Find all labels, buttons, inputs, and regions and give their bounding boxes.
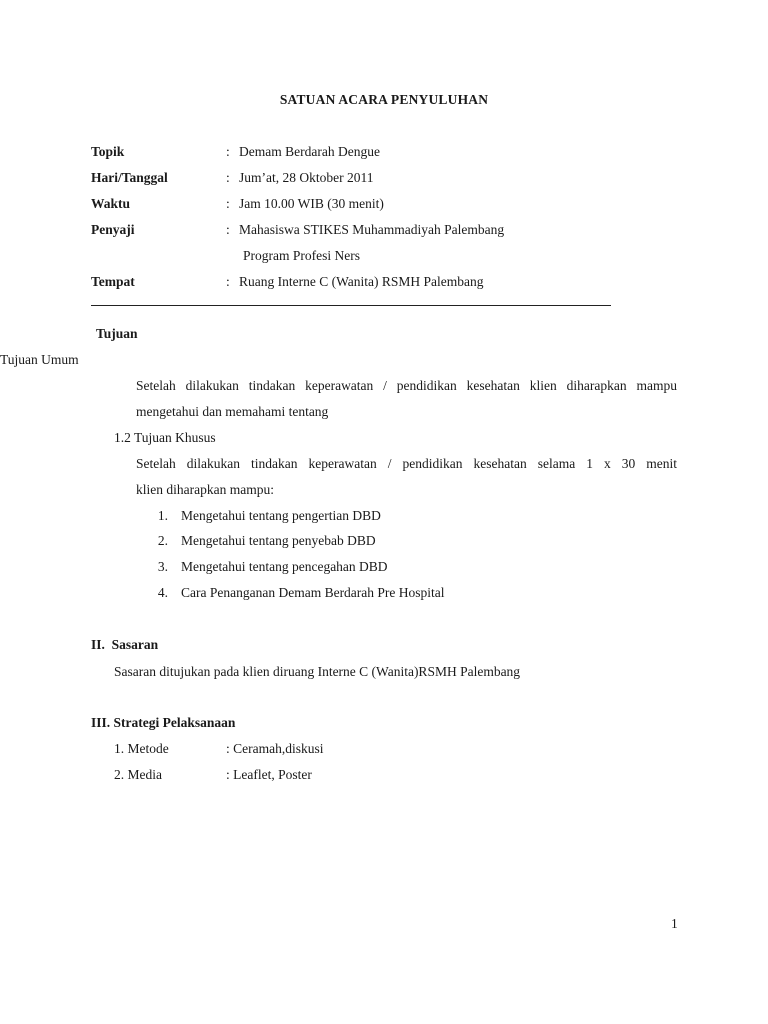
strategi-media-label: 2. Media	[114, 767, 162, 782]
tempat-value: Ruang Interne C (Wanita) RSMH Palembang	[239, 274, 484, 289]
list-item: Mengetahui tentang penyebab DBD	[181, 533, 376, 548]
hari-tanggal-colon: :	[226, 170, 230, 185]
header-divider	[91, 305, 611, 306]
penyaji-value-line2: Program Profesi Ners	[243, 248, 360, 263]
list-item: Mengetahui tentang pencegahan DBD	[181, 559, 388, 574]
page-number: 1	[671, 916, 678, 931]
waktu-label: Waktu	[91, 196, 131, 211]
tujuan-heading: Tujuan	[96, 326, 138, 341]
list-item: Cara Penanganan Demam Berdarah Pre Hospital	[181, 585, 445, 600]
tujuan-khusus-line-1: Setelah dilakukan tindakan keperawatan / pendidikan kesehatan selama 1 x 30 menit	[136, 456, 677, 471]
sasaran-text: Sasaran ditujukan pada klien diruang Interne C (Wanita)RSMH Palembang	[114, 664, 521, 679]
list-item-number: 2.	[157, 533, 168, 548]
strategi-heading: III. Strategi Pelaksanaan	[91, 715, 236, 730]
strategi-metode-value: : Ceramah,diskusi	[226, 741, 324, 756]
strategi-media-value: : Leaflet, Poster	[226, 767, 312, 782]
list-item: Mengetahui tentang pengertian DBD	[181, 508, 381, 523]
penyaji-label: Penyaji	[91, 222, 135, 237]
topik-label: Topik	[91, 144, 125, 159]
tempat-colon: :	[226, 274, 230, 289]
list-item-number: 3.	[157, 559, 168, 574]
strategi-metode-label: 1. Metode	[114, 741, 169, 756]
hari-tanggal-label: Hari/Tanggal	[91, 170, 168, 185]
waktu-value: Jam 10.00 WIB (30 menit)	[239, 196, 384, 211]
tujuan-umum-heading: Tujuan Umum	[0, 352, 79, 367]
penyaji-colon: :	[226, 222, 230, 237]
topik-value: Demam Berdarah Dengue	[239, 144, 380, 159]
sasaran-heading: II. Sasaran	[91, 637, 159, 652]
tujuan-khusus-line-2: klien diharapkan mampu:	[136, 482, 274, 497]
tujuan-umum-line-2: mengetahui dan memahami tentang	[136, 404, 329, 419]
tujuan-umum-line-1: Setelah dilakukan tindakan keperawatan / pendidikan kesehatan klien diharapkan mampu	[136, 378, 677, 393]
list-item-number: 4.	[157, 585, 168, 600]
list-item-number: 1.	[157, 508, 168, 523]
document-title: SATUAN ACARA PENYULUHAN	[279, 92, 489, 107]
hari-tanggal-value: Jum’at, 28 Oktober 2011	[239, 170, 374, 185]
penyaji-value: Mahasiswa STIKES Muhammadiyah Palembang	[239, 222, 505, 237]
topik-colon: :	[226, 144, 230, 159]
tempat-label: Tempat	[91, 274, 135, 289]
waktu-colon: :	[226, 196, 230, 211]
tujuan-khusus-heading: 1.2 Tujuan Khusus	[114, 430, 216, 445]
